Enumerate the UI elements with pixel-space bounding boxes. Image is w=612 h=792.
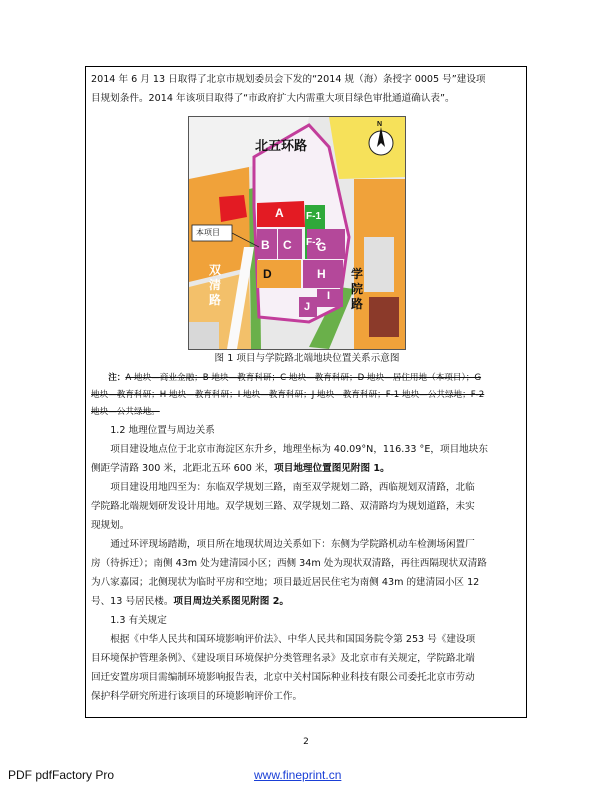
note-line-2: 地块—教育科研；H 地块—教育科研；I 地块—教育科研；J 地块—教育科研；F-1 地块—公共绿地；F-2 [91,390,485,400]
parcel-label-h: H [317,267,326,281]
s12-p3-line-4a: 号、13 号居民楼。 [91,596,174,607]
intro-line-1: 2014 年 6 月 13 日取得了北京市规划委员会下发的“2014 规（海）条授字 0005 号”建设项 [91,74,486,85]
intro-paragraph [91,70,523,108]
note-line-3: 地块—公共绿地。 [91,407,160,417]
note-prefix: 注： [108,373,126,383]
s12-p1-line-2a: 侧距学清路 300 米，北距北五环 600 米， [91,463,275,474]
s12-p3-line-2: 房（待拆迁）；南侧 43m 处为建清园小区；西侧 34m 处为现状双清路，再往西隔现状双清路 [91,558,487,569]
s13-p1-line-1: 根据《中华人民共和国环境影响评价法》、中华人民共和国国务院令第 253 号《建设项 [110,634,476,645]
footer-link[interactable]: www.fineprint.cn [254,768,342,782]
s12-p2-line-2: 学院路北端规划研发设计用地。双学规划三路、双学规划二路、双清路均为规划道路，未实 [91,501,475,512]
road-label-north: 北五环路 [255,138,308,153]
location-map [188,116,406,350]
road-label-east: 学院路 [351,267,364,311]
figure-note [91,370,523,421]
s12-p2-line-3: 现规划。 [91,520,130,531]
s12-p1-line-1: 项目建设地点位于北京市海淀区东升乡，地理坐标为 40.09°N，116.33 °E，项目地块东 [110,444,488,455]
parcel-label-f2: F-2 [306,237,321,248]
s13-p1-line-2: 目环境保护管理条例》、《建设项目环境保护分类管理名录》及北京市有关规定，学院路北端 [91,653,475,664]
page-number: 2 [303,737,309,747]
parcel-label-f1: F-1 [306,211,321,222]
parcel-label-d: D [263,267,272,281]
intro-line-2: 目规划条件。2014 年该项目取得了“市政府扩大内需重大项目绿色审批通道确认表”。 [91,93,455,104]
parcel-label-a: A [275,206,284,220]
s13-p1-line-3: 回迁安置房项目需编制环境影响报告表，北京中关村国际种业科技有限公司委托北京市劳动 [91,672,475,683]
parcel-label-j: J [304,301,311,313]
s12-p3-line-4b: 项目周边关系图见附图 2。 [173,596,289,607]
section-1-2 [91,421,523,706]
s12-p1-line-2b: 项目地理位置图见附图 1。 [274,463,390,474]
s13-p1-line-4: 保护科学研究所进行该项目的环境影响评价工作。 [91,691,303,702]
s12-p3-line-1: 通过环评现场踏勘，项目所在地现状周边关系如下：东侧为学院路机动车检测场闲置厂 [110,539,475,550]
parcel-label-b: B [261,238,270,252]
figure-caption: 图 1 项目与学院路北端地块位置关系示意图 [214,353,400,364]
note-line-1: A 地块—商业金融；B 地块—教育科研；C 地块—教育科研；D 地块—居住用地（本项目）；G [125,373,482,383]
s12-p2-line-1: 项目建设用地四至为：东临双学规划三路，南至双学规划二路，西临规划双清路，北临 [110,482,475,493]
section-1-2-heading: 1.2 地理位置与周边关系 [110,425,215,436]
parcel-label-g: G [317,240,327,254]
road-label-west: 双清路 [209,263,222,307]
footer-pdffactory: PDF pdfFactory Pro [8,768,115,782]
north-arrow-icon: N [377,121,383,128]
section-1-3-heading: 1.3 有关规定 [110,615,167,626]
project-callout: 本项目 [196,228,220,237]
parcel-label-c: C [283,238,292,252]
s12-p3-line-3: 为八家嘉园；北侧现状为临时平房和空地；项目最近居民住宅为南侧 43m 的建清园小区 12 [91,577,480,588]
parcel-label-i: I [327,290,331,302]
